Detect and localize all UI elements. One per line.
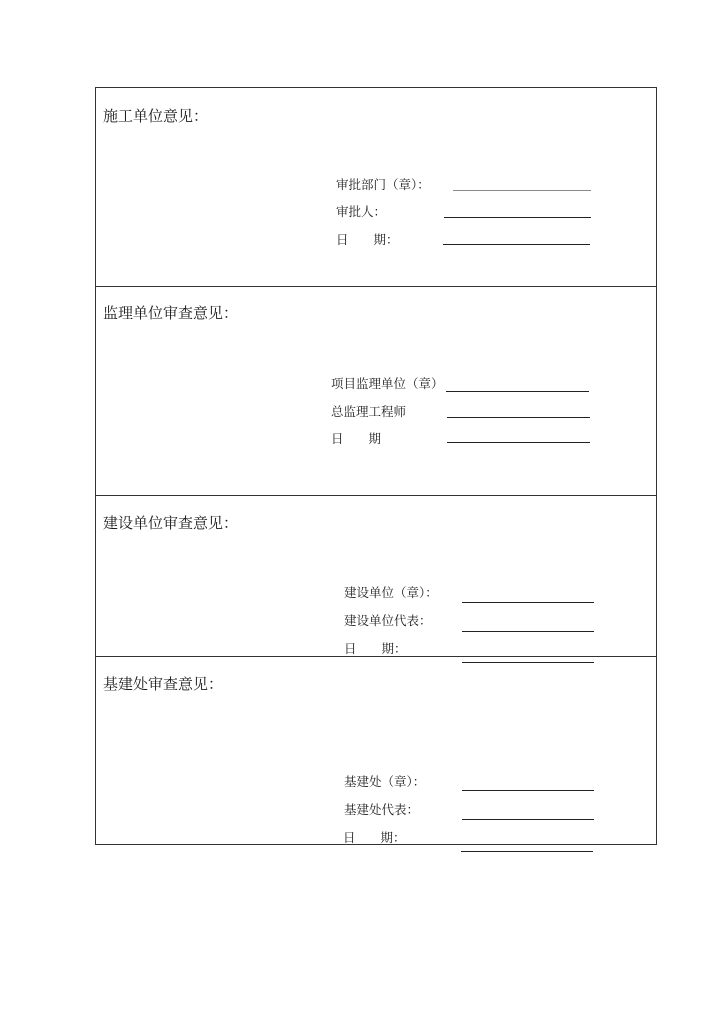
client-representative-label: 建设单位代表： — [344, 613, 432, 628]
client-unit-seal-line[interactable] — [462, 602, 594, 603]
section-title: 监理单位审查意见： — [103, 304, 239, 322]
chief-supervising-engineer-label: 总监理工程师 — [331, 404, 407, 419]
approver-line[interactable] — [444, 217, 591, 218]
date-label: 日 期： — [343, 830, 406, 845]
approval-dept-seal-line[interactable] — [453, 190, 591, 191]
project-supervision-seal-line[interactable] — [446, 391, 589, 392]
infrastructure-representative-line[interactable] — [462, 819, 594, 820]
date-line[interactable] — [447, 442, 590, 443]
project-supervision-seal-label: 项目监理单位（章） — [331, 376, 444, 391]
infrastructure-dept-seal-label: 基建处（章）： — [344, 774, 426, 789]
construction-unit-opinion-section — [96, 88, 656, 287]
client-representative-line[interactable] — [462, 631, 594, 632]
date-label: 日 期 — [331, 431, 382, 446]
section-title: 施工单位意见： — [103, 107, 209, 125]
approval-form-table — [95, 87, 657, 845]
chief-supervising-engineer-line[interactable] — [447, 417, 590, 418]
client-unit-opinion-section — [96, 496, 656, 657]
client-unit-seal-label: 建设单位（章）： — [344, 585, 438, 600]
supervision-unit-opinion-section — [96, 287, 656, 496]
date-label: 日 期： — [336, 232, 399, 247]
date-label: 日 期： — [344, 641, 407, 656]
section-title: 建设单位审查意见： — [103, 514, 239, 532]
infrastructure-representative-label: 基建处代表： — [344, 802, 420, 817]
infrastructure-dept-seal-line[interactable] — [462, 790, 594, 791]
approval-dept-seal-label: 审批部门（章）： — [336, 177, 430, 192]
approver-label: 审批人： — [336, 204, 387, 219]
infrastructure-dept-opinion-section — [96, 657, 656, 846]
section-title: 基建处审查意见： — [103, 675, 224, 693]
date-line[interactable] — [443, 244, 590, 245]
date-line[interactable] — [461, 851, 593, 852]
